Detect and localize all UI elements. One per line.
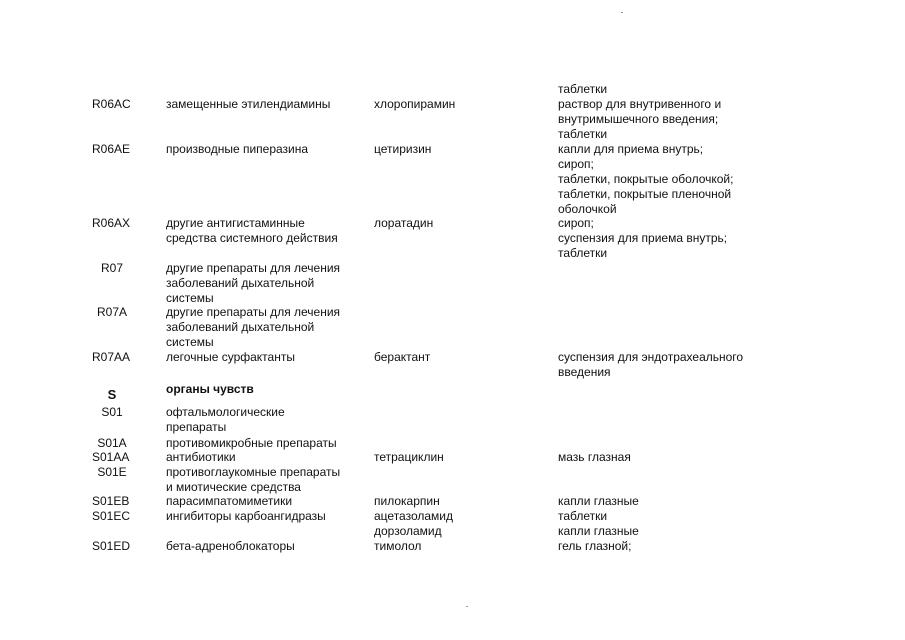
atc-description-line: парасимпатомиметики [166, 494, 293, 508]
drug-name [374, 216, 554, 231]
drug-name [374, 97, 554, 112]
drug-name [374, 350, 554, 365]
atc-code: R07 [100, 261, 123, 275]
dosage-form-line: капли глазные [558, 524, 639, 538]
atc-code: R06AX [92, 216, 131, 230]
atc-description [166, 509, 366, 524]
atc-description-line: средства системного действия [166, 231, 338, 245]
atc-description [166, 465, 366, 495]
dosage-form-line: внутримышечного введения; [558, 112, 719, 126]
atc-description-line: органы чувств [166, 382, 254, 396]
dosage-form-line: гель глазной; [558, 539, 632, 553]
atc-description [166, 350, 366, 365]
atc-description [166, 216, 366, 246]
drug-name-line: дорзоламид [374, 524, 442, 538]
drug-name [374, 539, 554, 554]
dosage-form-line: оболочкой [558, 202, 617, 216]
atc-description-line: производные пиперазина [166, 142, 309, 156]
atc-code: S [107, 387, 117, 402]
drug-name-line: цетиризин [374, 142, 432, 156]
atc-description-line: препараты [166, 420, 227, 434]
atc-description [166, 305, 366, 350]
atc-code: R07AA [92, 350, 131, 364]
scan-speck [621, 12, 623, 13]
dosage-form-line: капли глазные [558, 494, 639, 508]
drug-name [374, 494, 554, 509]
atc-description-line: другие препараты для лечения [166, 261, 341, 275]
drug-name [374, 509, 554, 539]
atc-description-line: замещенные этилендиамины [166, 97, 331, 111]
atc-code: S01AA [92, 450, 130, 464]
dosage-form-line: сироп; [558, 216, 594, 230]
atc-description [166, 436, 366, 451]
dosage-form-line: капли для приема внутрь; [558, 142, 704, 156]
atc-code: R06AE [92, 142, 131, 156]
form-continuation: таблетки [558, 82, 608, 96]
atc-description-line: системы [166, 335, 214, 349]
atc-description-line: и миотические средства [166, 480, 301, 494]
dosage-form-line: таблетки [558, 246, 608, 260]
dosage-form [558, 97, 798, 142]
dosage-form-line: раствор для внутривенного и [558, 97, 722, 111]
drug-name-line: тимолол [374, 539, 422, 553]
dosage-form-line: мазь глазная [558, 450, 631, 464]
atc-description-line: легочные сурфактанты [166, 350, 295, 364]
drug-name-line: лоратадин [374, 216, 434, 230]
drug-name [374, 142, 554, 157]
atc-description [166, 450, 366, 465]
atc-description-line: противомикробные препараты [166, 436, 337, 450]
atc-code: S01ED [92, 539, 131, 553]
dosage-form-line: таблетки [558, 509, 608, 523]
atc-description-line: офтальмологические [166, 405, 285, 419]
atc-description-line: другие антигистаминные [166, 216, 305, 230]
drug-name [374, 450, 554, 465]
dosage-form-line: введения [558, 365, 611, 379]
atc-description-line: противоглаукомные препараты [166, 465, 341, 479]
atc-code: S01E [97, 465, 127, 479]
dosage-form-line: суспензия для приема внутрь; [558, 231, 728, 245]
atc-code: S01EB [92, 494, 130, 508]
drug-name-line: пилокарпин [374, 494, 440, 508]
dosage-form-line: таблетки, покрытые пленочной [558, 187, 732, 201]
atc-description-line: заболеваний дыхательной [166, 276, 315, 290]
dosage-form-line: таблетки [558, 127, 608, 141]
atc-description-line: другие препараты для лечения [166, 305, 341, 319]
atc-code: R07A [96, 305, 128, 319]
drug-name-line: хлоропирамин [374, 97, 456, 111]
atc-code: S01EC [92, 509, 131, 523]
atc-description [166, 539, 366, 554]
dosage-form [558, 142, 798, 217]
atc-description-line: бета-адреноблокаторы [166, 539, 295, 553]
dosage-form [558, 216, 798, 261]
drug-name-line: берактант [374, 350, 431, 364]
scan-speck [466, 606, 468, 607]
atc-description-line: антибиотики [166, 450, 236, 464]
atc-description-line: заболеваний дыхательной [166, 320, 315, 334]
atc-code: S01A [97, 436, 127, 450]
atc-description-line: системы [166, 291, 214, 305]
dosage-form-line: таблетки, покрытые оболочкой; [558, 172, 734, 186]
atc-description [166, 261, 366, 306]
atc-description [166, 494, 366, 509]
dosage-form [558, 494, 798, 509]
dosage-form [558, 350, 798, 380]
dosage-form-line: суспензия для эндотрахеального [558, 350, 744, 364]
drug-name-line: тетрациклин [374, 450, 444, 464]
atc-description [166, 382, 366, 397]
atc-description [166, 405, 366, 435]
dosage-form [558, 539, 798, 554]
dosage-form [558, 450, 798, 465]
dosage-form [558, 509, 798, 539]
atc-description [166, 142, 366, 157]
atc-description [166, 97, 366, 112]
atc-code: S01 [101, 405, 123, 419]
atc-code: R06AC [92, 97, 131, 111]
dosage-form-line: сироп; [558, 157, 594, 171]
drug-name-line: ацетазоламид [374, 509, 453, 523]
atc-description-line: ингибиторы карбоангидразы [166, 509, 326, 523]
